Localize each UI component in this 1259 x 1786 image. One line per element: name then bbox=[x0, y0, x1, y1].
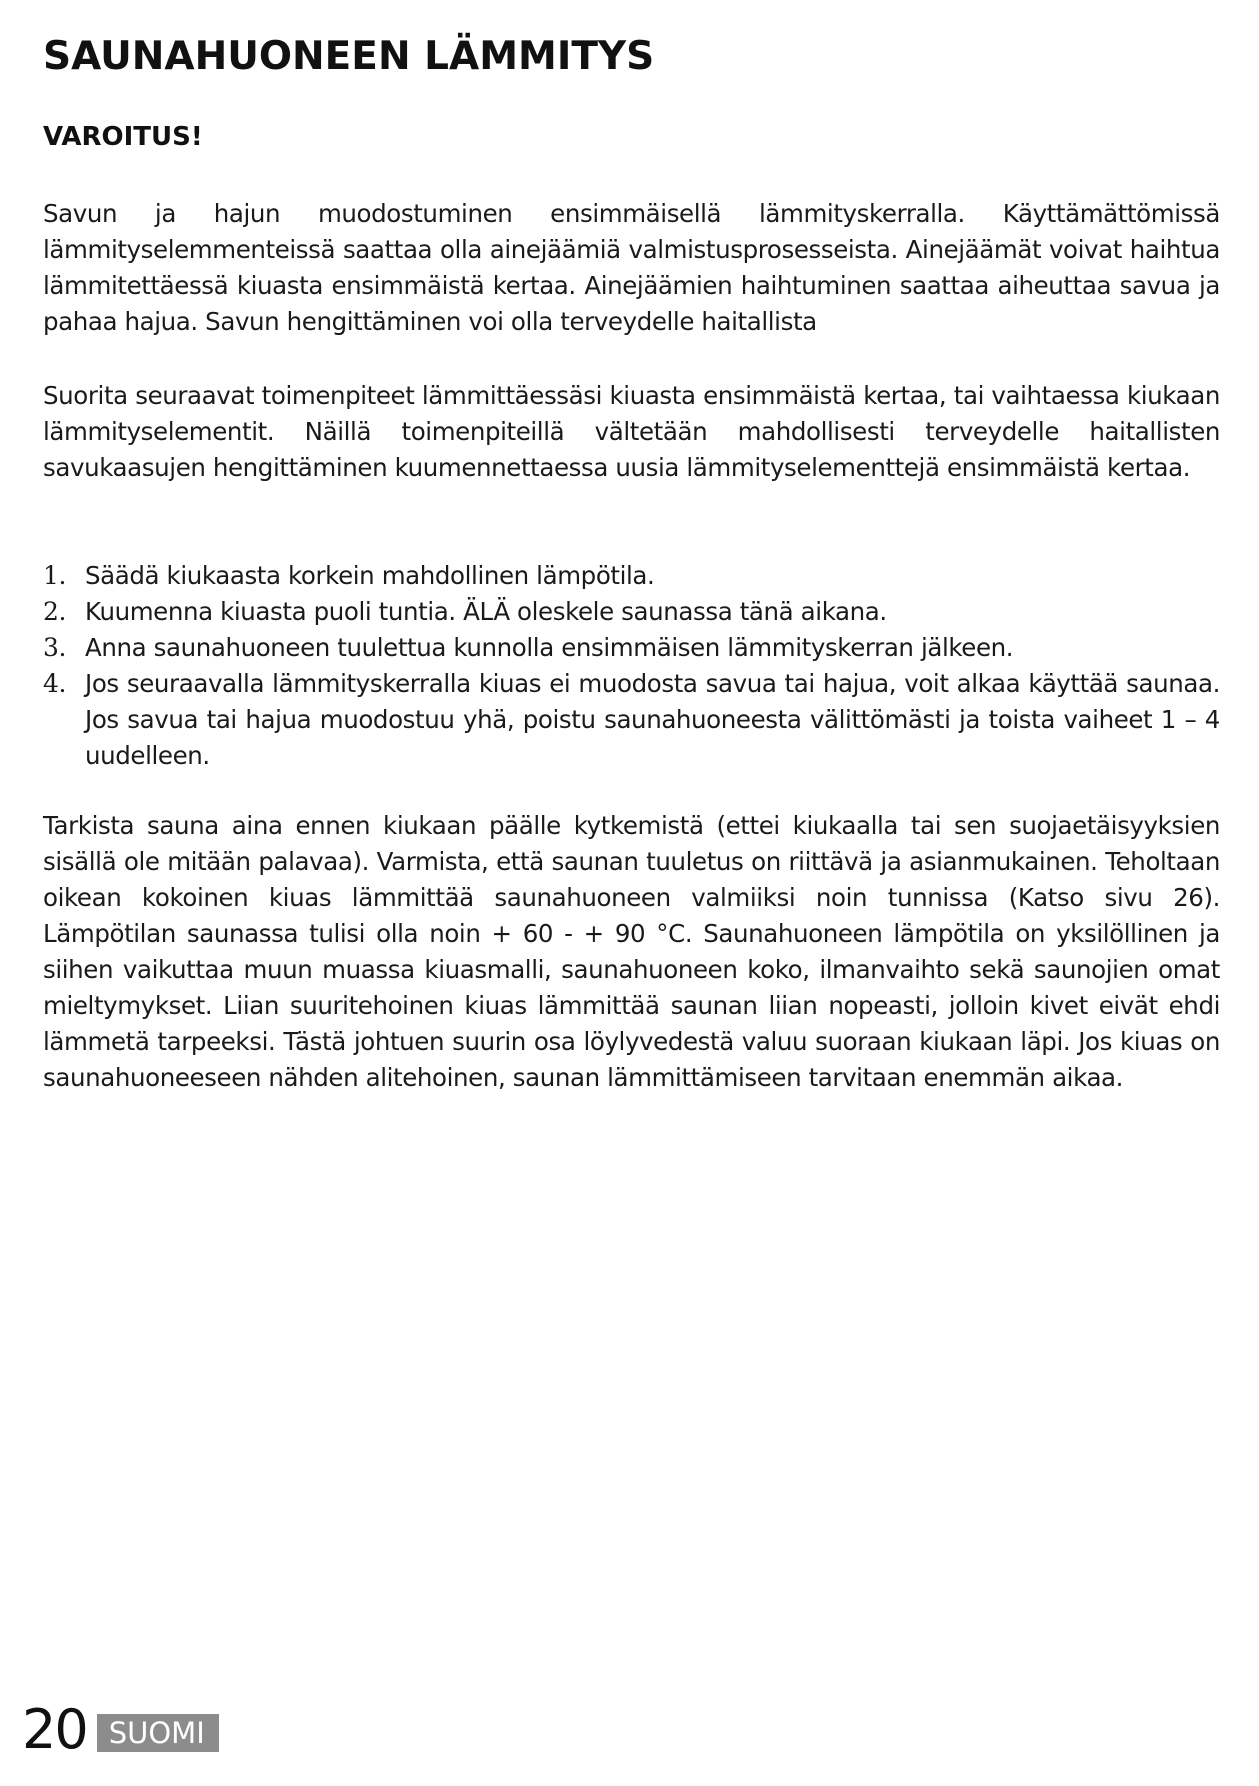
page-title: SAUNAHUONEEN LÄMMITYS bbox=[43, 34, 655, 79]
page-number: 20 bbox=[22, 1698, 87, 1761]
list-item bbox=[43, 666, 1220, 774]
step-number: 3. bbox=[43, 633, 67, 662]
step-text: Jos seuraavalla lämmityskerralla kiuas ei muodosta savua tai hajua, voit alkaa käyttää saunaa. Jos savua tai hajua muodostuu yhä, poistu saunahuoneesta välittömästi ja toista vaiheet 1 – 4 uudelleen. bbox=[85, 669, 1220, 770]
list-item bbox=[43, 558, 1220, 594]
list-item bbox=[43, 594, 1220, 630]
page-footer bbox=[22, 1700, 219, 1760]
step-number: 4. bbox=[43, 669, 67, 698]
check-sauna-paragraph: Tarkista sauna aina ennen kiukaan päälle kytkemistä (ettei kiukaalla tai sen suojaetäisyyksien sisällä ole mitään palavaa). Varmista, että saunan tuuletus on riittävä ja asianmukainen. Teholtaan oikean kokoinen kiuas lämmittää saunahuoneen valmiiksi noin tunnissa (Katso sivu 26). Lämpötilan saunassa tulisi olla noin + 60 - + 90 °C. Saunahuoneen lämpötila on yksilöllinen ja siihen vaikuttaa muun muassa kiuasmalli, saunahuoneen koko, ilmanvaihto sekä saunojien omat mieltymykset. Liian suuritehoinen kiuas lämmittää saunan liian nopeasti, jolloin kivet eivät ehdi lämmetä tarpeeksi. Tästä johtuen suurin osa löylyvedestä valuu suoraan kiukaan läpi. Jos kiuas on saunahuoneeseen nähden alitehoinen, saunan lämmittämiseen tarvitaan enemmän aikaa. bbox=[43, 811, 1220, 1092]
warning-heading: VAROITUS! bbox=[43, 122, 203, 152]
list-item bbox=[43, 630, 1220, 666]
step-text: Anna saunahuoneen tuulettua kunnolla ensimmäisen lämmityskerran jälkeen. bbox=[85, 633, 1014, 662]
step-text: Säädä kiukaasta korkein mahdollinen lämpötila. bbox=[85, 561, 655, 590]
step-number: 2. bbox=[43, 597, 67, 626]
smoke-notice-paragraph: Savun ja hajun muodostuminen ensimmäisellä lämmityskerralla. Käyttämättömissä lämmityselemmenteissä saattaa olla ainejäämiä valmistusprosesseista. Ainejäämät voivat haihtua lämmitettäessä kiuasta ensimmäistä kertaa. Ainejäämien haihtuminen saattaa aiheuttaa savua ja pahaa hajua. Savun hengittäminen voi olla terveydelle haitallista bbox=[43, 199, 1220, 336]
step-text: Kuumenna kiuasta puoli tuntia. ÄLÄ oleskele saunassa tänä aikana. bbox=[85, 597, 887, 626]
language-badge: SUOMI bbox=[97, 1714, 219, 1752]
instructions-intro-paragraph: Suorita seuraavat toimenpiteet lämmittäessäsi kiuasta ensimmäistä kertaa, tai vaihtaessa kiukaan lämmityselementit. Näillä toimenpiteillä vältetään mahdollisesti terveydelle haitallisten savukaasujen hengittäminen kuumennettaessa uusia lämmityselementtejä ensimmäistä kertaa. bbox=[43, 381, 1220, 482]
steps-list bbox=[43, 558, 1220, 774]
step-number: 1. bbox=[43, 561, 67, 590]
